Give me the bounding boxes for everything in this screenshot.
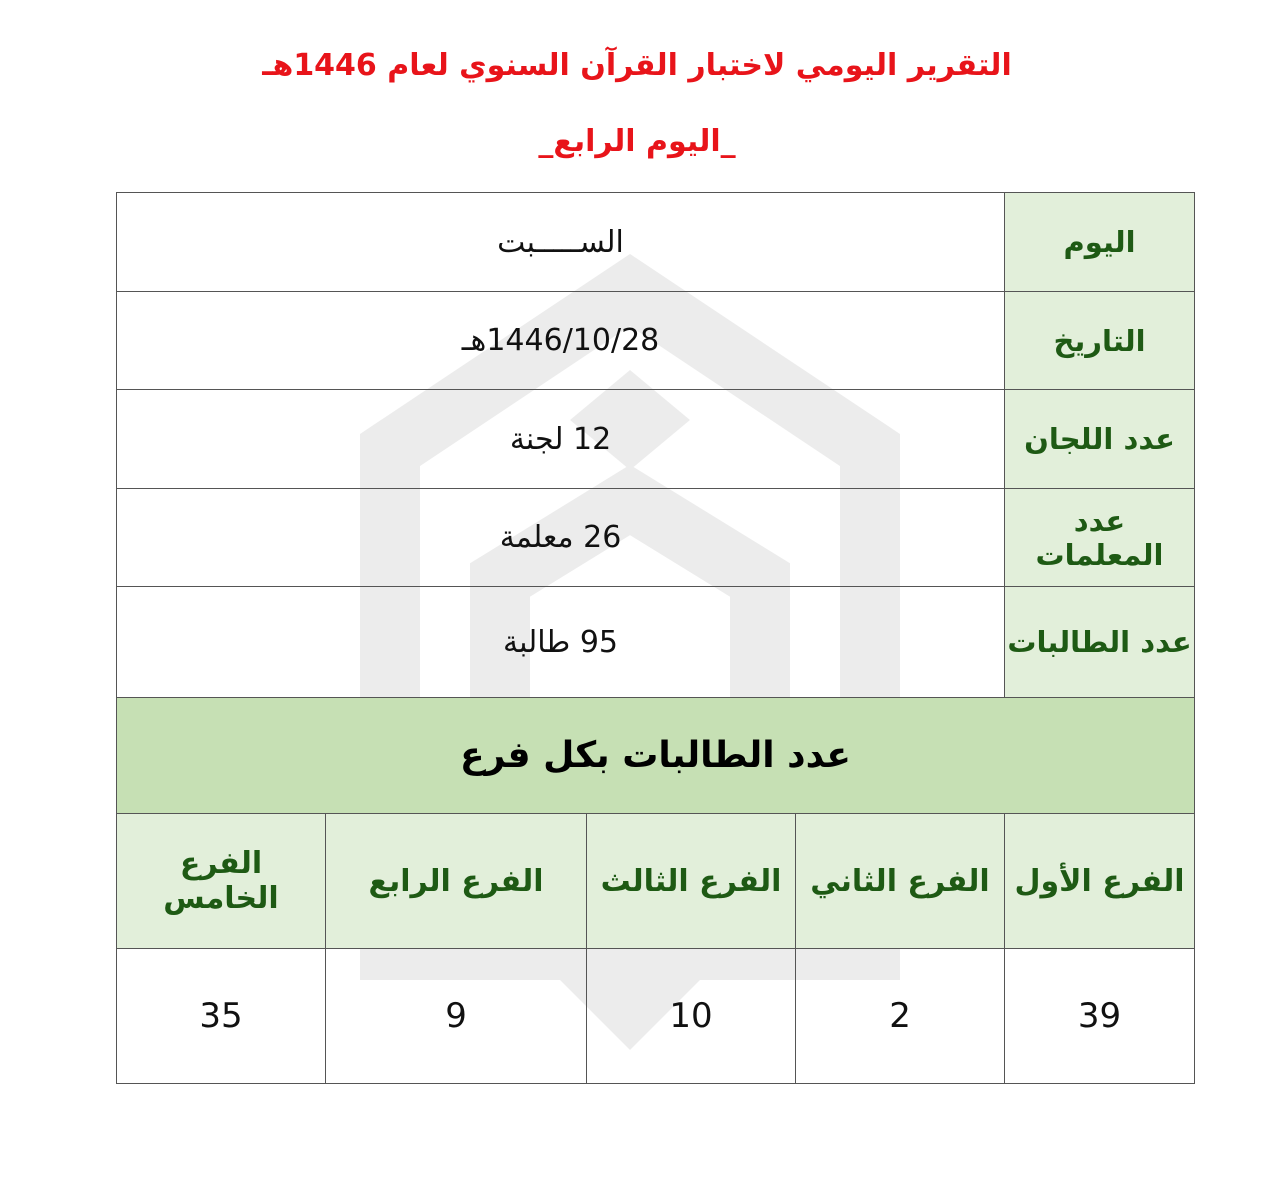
date-label: التاريخ (1005, 292, 1195, 390)
row-students (117, 587, 1195, 698)
row-committees (117, 390, 1195, 489)
row-branch-names (117, 814, 1195, 949)
branch-count: 9 (326, 949, 587, 1084)
branch-count: 10 (587, 949, 796, 1084)
students-label: عدد الطالبات (1005, 587, 1195, 698)
row-branch-counts (117, 949, 1195, 1084)
branch-name: الفرع الثالث (587, 814, 796, 949)
report-table (116, 192, 1195, 1084)
row-section (117, 698, 1195, 814)
branch-name: الفرع الثاني (796, 814, 1005, 949)
report-title: التقرير اليومي لاختبار القرآن السنوي لعام 1446هـ (262, 48, 1012, 83)
students-value: 95 طالبة (117, 587, 1005, 698)
branches-section-title: عدد الطالبات بكل فرع (117, 698, 1195, 814)
row-day (117, 193, 1195, 292)
branch-count: 2 (796, 949, 1005, 1084)
branch-name: الفرع الرابع (326, 814, 587, 949)
row-teachers (117, 489, 1195, 587)
teachers-label: عدد المعلمات (1005, 489, 1195, 587)
branch-name: الفرع الأول (1005, 814, 1195, 949)
committees-value: 12 لجنة (117, 390, 1005, 489)
date-value: 1446/10/28هـ (117, 292, 1005, 390)
branch-count: 35 (117, 949, 326, 1084)
branch-count: 39 (1005, 949, 1195, 1084)
committees-label: عدد اللجان (1005, 390, 1195, 489)
teachers-value: 26 معلمة (117, 489, 1005, 587)
row-date (117, 292, 1195, 390)
branch-name: الفرع الخامس (117, 814, 326, 949)
report-subtitle: _اليوم الرابع_ (538, 124, 736, 159)
day-label: اليوم (1005, 193, 1195, 292)
day-value: الســـــبت (117, 193, 1005, 292)
